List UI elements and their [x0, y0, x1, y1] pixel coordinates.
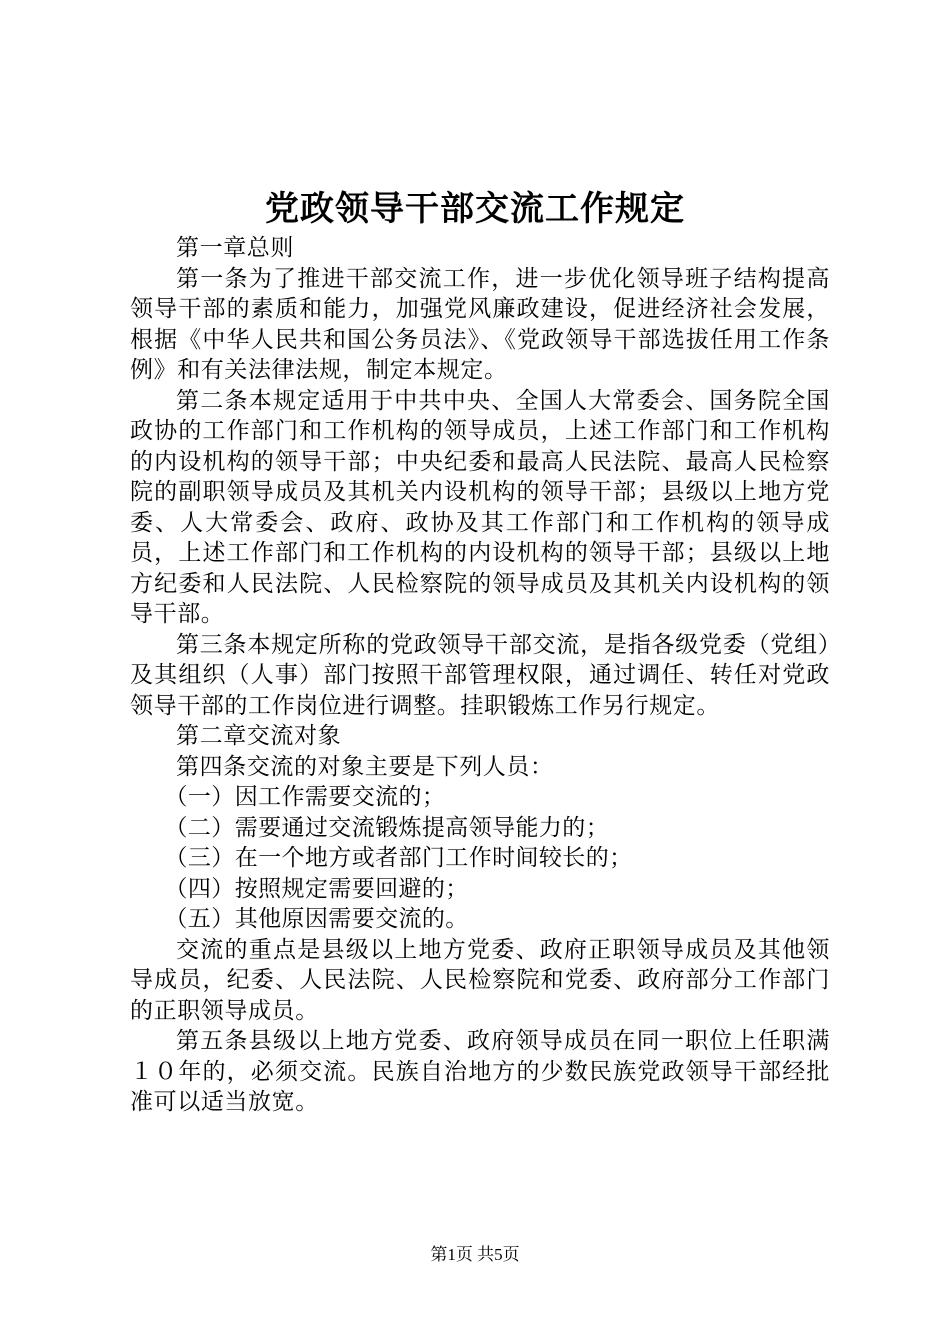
- chapter-heading-1: 第一章总则: [176, 235, 294, 261]
- document-title: 党政领导干部交流工作规定: [265, 189, 685, 229]
- list-item: （二）需要通过交流锻炼提高领导能力的；: [164, 814, 610, 841]
- article-4-paragraph: 第四条交流的对象主要是下列人员：: [176, 753, 554, 780]
- article-5-paragraph: 第五条县级以上地方党委、政府领导成员在同一职位上任职满１０年的，必须交流。民族自治地方的少数民族党政领导干部经批准可以适当放宽。: [130, 1028, 830, 1115]
- chapter-heading-2: 第二章交流对象: [176, 723, 342, 749]
- document-body: [130, 233, 830, 1118]
- article-3-paragraph: 第三条本规定所称的党政领导干部交流，是指各级党委（党组）及其组织（人事）部门按照干部管理权限，通过调任、转任对党政领导干部的工作岗位进行调整。挂职锻炼工作另行规定。: [130, 631, 830, 719]
- page-number-footer: 第1页 共5页: [430, 1245, 520, 1264]
- list-item: （四）按照规定需要回避的；: [164, 875, 469, 902]
- article-1-paragraph: 第一条为了推进干部交流工作，进一步优化领导班子结构提高领导干部的素质和能力，加强党风廉政建设，促进经济社会发展，根据《中华人民共和国公务员法》、《党政领导干部选拔任用工作条例》和有关法律法规，制定本规定。: [130, 265, 830, 383]
- list-item: （一）因工作需要交流的；: [164, 784, 446, 810]
- article-2-paragraph: 第二条本规定适用于中共中央、全国人大常委会、国务院全国政协的工作部门和工作机构的领导成员，上述工作部门和工作机构的内设机构的领导干部；中央纪委和最高人民法院、最高人民检察院的副职领导成员及其机关内设机构的领导干部；县级以上地方党委、人大常委会、政府、政协及其工作部门和工作机构的领导成员，上述工作部门和工作机构的内设机构的领导干部；县级以上地方纪委和人民法院、人民检察院的领导成员及其机关内设机构的领导干部。: [130, 387, 830, 627]
- list-item: （三）在一个地方或者部门工作时间较长的；: [164, 845, 633, 871]
- exchange-focus-paragraph: 交流的重点是县级以上地方党委、政府正职领导成员及其他领导成员，纪委、人民法院、人民检察院和党委、政府部分工作部门的正职领导成员。: [130, 936, 830, 1024]
- list-item: （五）其他原因需要交流的。: [164, 906, 469, 932]
